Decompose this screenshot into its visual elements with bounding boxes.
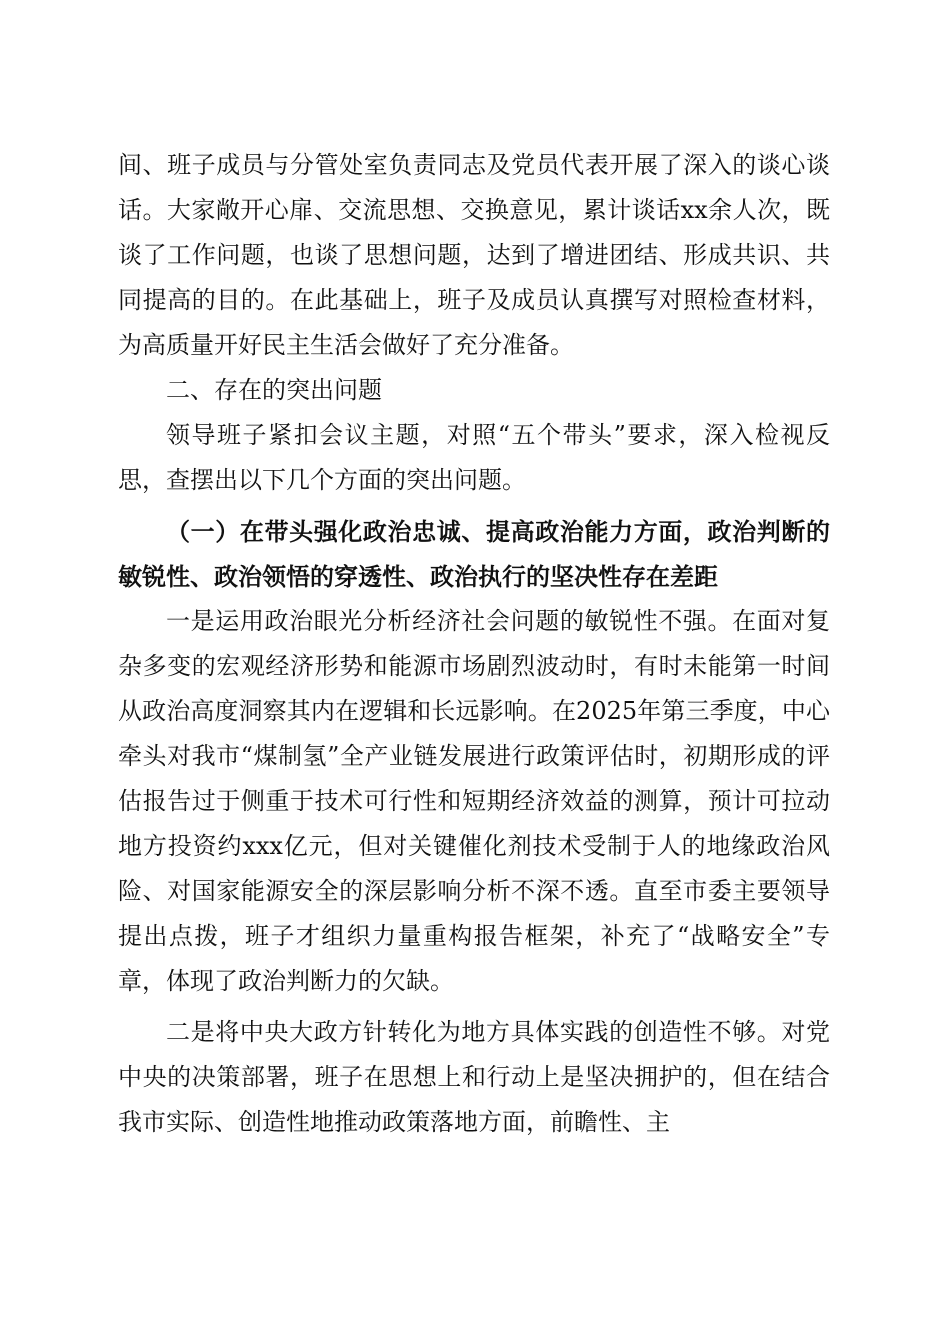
- paragraph-point-two: 二是将中央大政方针转化为地方具体实践的创造性不够。对党中央的决策部署，班子在思想上和行动上是坚决拥护的，但在结合我市实际、创造性地推动政策落地方面，前瞻性、主: [118, 1018, 830, 1136]
- paragraph-talks-summary: 间、班子成员与分管处室负责同志及党员代表开展了深入的谈心谈话。大家敞开心扉、交流思想、交换意见，累计谈话xx余人次，既谈了工作问题，也谈了思想问题，达到了增进团结、形成共识、共同提高的目的。在此基础上，班子及成员认真撰写对照检查材料，为高质量开好民主生活会做好了充分准备。: [118, 151, 830, 359]
- section-heading-problems: 二、存在的突出问题: [166, 376, 382, 404]
- paragraph-problems-intro: 领导班子紧扣会议主题，对照“五个带头”要求，深入检视反思，查摆出以下几个方面的突出问题。: [118, 421, 830, 494]
- document-body: [118, 143, 830, 1145]
- paragraph-point-one: 一是运用政治眼光分析经济社会问题的敏锐性不强。在面对复杂多变的宏观经济形势和能源市场剧烈波动时，有时未能第一时间从政治高度洞察其内在逻辑和长远影响。在2025年第三季度，中心牵头对我市“煤制氢”全产业链发展进行政策评估时，初期形成的评估报告过于侧重于技术可行性和短期经济效益的测算，预计可拉动地方投资约xxx亿元，但对关键催化剂技术受制于人的地缘政治风险、对国家能源安全的深层影响分析不深不透。直至市委主要领导提出点拨，班子才组织力量重构报告框架，补充了“战略安全”专章，体现了政治判断力的欠缺。: [118, 607, 830, 995]
- subsection-heading-political-loyalty: （一）在带头强化政治忠诚、提高政治能力方面，政治判断的敏锐性、政治领悟的穿透性、政治执行的坚决性存在差距: [118, 517, 830, 591]
